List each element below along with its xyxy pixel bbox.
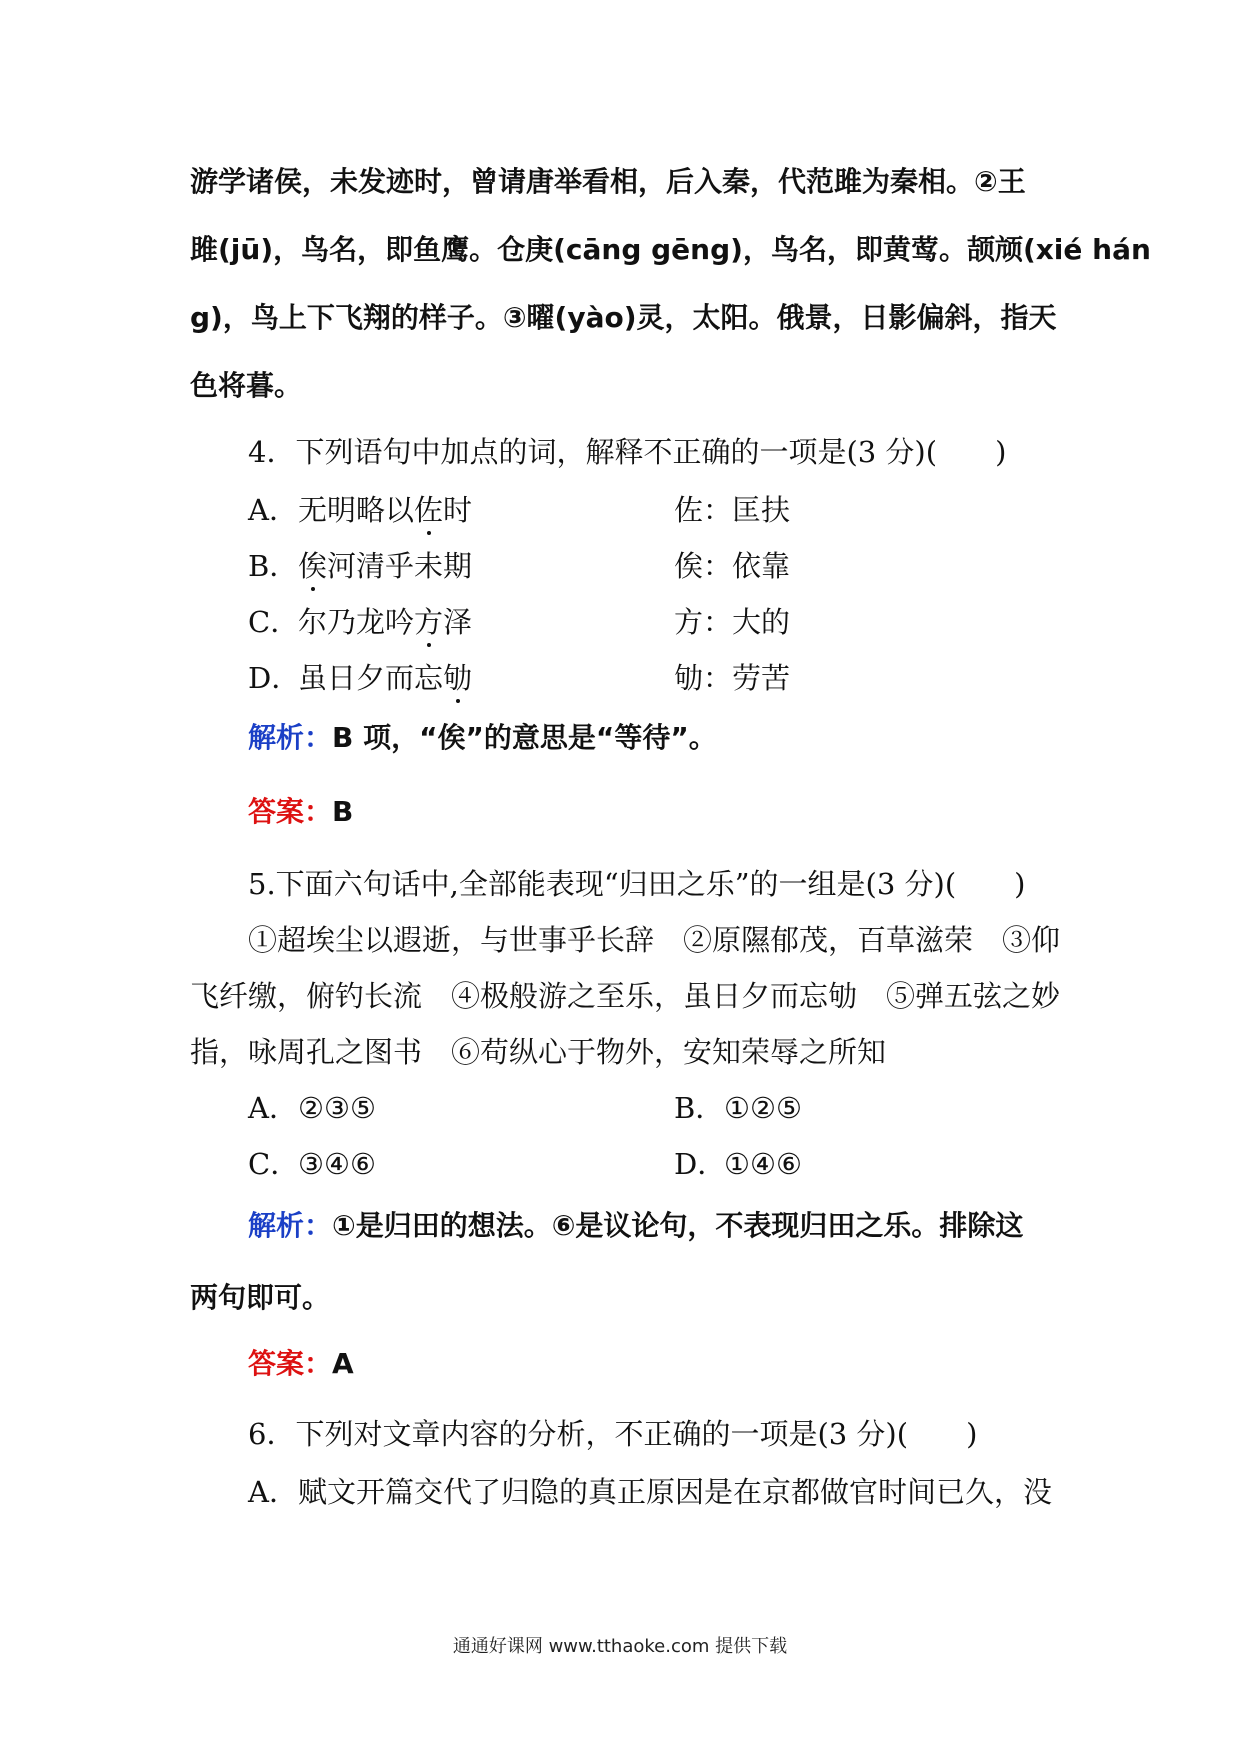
q6-stem: 6．下列对文章内容的分析，不正确的一项是(3 分)( ) — [248, 1417, 978, 1451]
dotted-word: 方 — [414, 605, 444, 639]
answer-value: A — [332, 1347, 354, 1380]
q4-option-b — [248, 544, 1060, 585]
q6-option-a: A．赋文开篇交代了归隐的真正原因是在京都做官时间已久，没 — [248, 1475, 1052, 1509]
option-label: C． — [248, 1147, 300, 1181]
q4-analysis — [248, 716, 1060, 756]
note-line-1: 游学诸侯，未发迹时，曾请唐举看相，后入秦，代范雎为秦相。②王 — [190, 165, 1026, 198]
option-label: D． — [674, 1147, 727, 1181]
answer-label: 答案： — [248, 1347, 333, 1380]
option-text-pre: 虽日夕而忘 — [298, 661, 444, 695]
option-gloss: 劬：劳苦 — [674, 661, 791, 695]
analysis-text: B 项，“俟”的意思是“等待”。 — [332, 721, 717, 754]
option-label: D． — [248, 661, 301, 695]
q5-analysis-cont: 两句即可。 — [190, 1281, 331, 1314]
dotted-word: 劬 — [443, 661, 473, 695]
option-text-post: 时 — [443, 493, 473, 527]
q5-options-row-2 — [248, 1142, 1060, 1183]
option-label: A． — [248, 1091, 298, 1125]
option-text-post: 河清乎未期 — [327, 549, 473, 583]
dotted-word: 俟 — [298, 549, 328, 583]
option-text-post: 泽 — [443, 605, 473, 639]
option-text-pre: 尔乃龙吟 — [298, 605, 415, 639]
option-text-pre: 无明略以 — [298, 493, 415, 527]
page-footer: 通通好课网 www.tthaoke.com 提供下载 — [452, 1636, 788, 1657]
option-text: ①②⑤ — [724, 1091, 802, 1125]
option-label: B． — [248, 549, 299, 583]
option-gloss: 佐：匡扶 — [674, 493, 791, 527]
option-label: A． — [248, 493, 298, 527]
answer-label: 答案： — [248, 795, 333, 828]
q4-option-c — [248, 600, 1060, 641]
note-line-3: g)，鸟上下飞翔的样子。③曜(yào)灵，太阳。俄景，日影偏斜，指天 — [190, 301, 1057, 334]
q4-option-a — [248, 488, 1060, 529]
option-d — [674, 1142, 802, 1183]
option-text: ①④⑥ — [724, 1147, 802, 1181]
note-line-4: 色将暮。 — [190, 369, 303, 402]
option-label: B． — [674, 1091, 725, 1125]
q4-stem: 4．下列语句中加点的词，解释不正确的一项是(3 分)( ) — [248, 435, 1007, 469]
q5-body-3: 指，咏周孔之图书 ⑥苟纵心于物外，安知荣辱之所知 — [190, 1035, 887, 1069]
analysis-label: 解析： — [248, 1209, 333, 1242]
q4-answer — [248, 790, 1060, 830]
q5-options-row-1 — [248, 1086, 1060, 1127]
q5-answer — [248, 1342, 1060, 1382]
option-text: ②③⑤ — [298, 1091, 376, 1125]
q5-body-2: 飞纤缴，俯钓长流 ④极般游之至乐，虽日夕而忘劬 ⑤弹五弦之妙 — [190, 979, 1061, 1013]
q5-stem: 5.下面六句话中,全部能表现“归田之乐”的一组是(3 分)( ) — [248, 867, 1026, 901]
option-text: ③④⑥ — [298, 1147, 376, 1181]
q5-analysis — [248, 1204, 1060, 1244]
option-b — [674, 1086, 802, 1127]
q4-option-d — [248, 656, 1060, 697]
option-label: C． — [248, 605, 300, 639]
dotted-word: 佐 — [414, 493, 444, 527]
analysis-text: ①是归田的想法。⑥是议论句，不表现归田之乐。排除这 — [332, 1209, 1024, 1242]
answer-value: B — [332, 795, 354, 828]
analysis-label: 解析： — [248, 721, 333, 754]
option-gloss: 俟：依靠 — [674, 549, 791, 583]
note-line-2: 雎(jū)，鸟名，即鱼鹰。仓庚(cāng gēng)，鸟名，即黄莺。颉颃(xié hán — [190, 233, 1151, 266]
option-gloss: 方：大的 — [674, 605, 791, 639]
q5-body-1: ①超埃尘以遐逝，与世事乎长辞 ②原隰郁茂，百草滋荣 ③仰 — [248, 923, 1061, 957]
